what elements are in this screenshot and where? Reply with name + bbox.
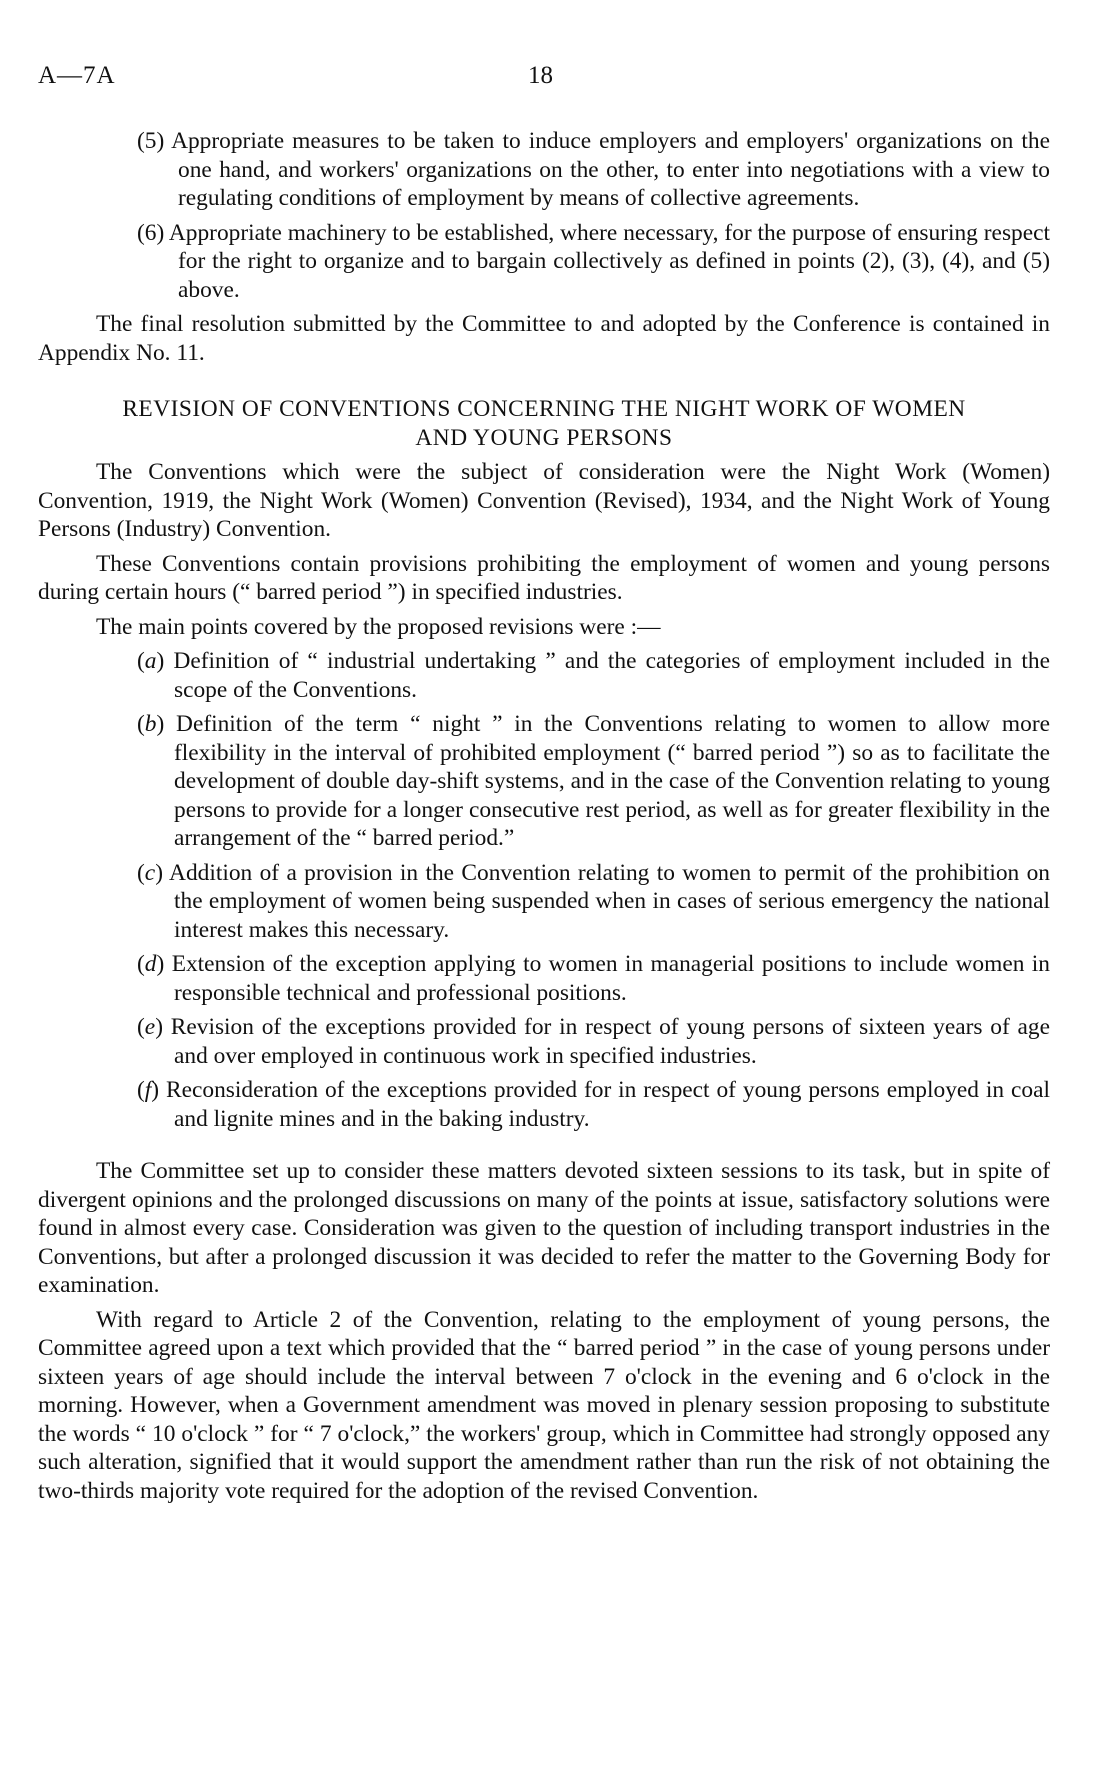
lettered-item-b: (b) Definition of the term “ night ” in the Conventions relating to women to allow more flexibility in the interval of prohibited employment (“ barred period ”) so as to facilitate the development of double day-shift systems, and in the case of the Convention relating to young persons to provide for a longer consecutive rest period, as well as for greater flexibility in the arrangement of the “ barred period.” [137, 711, 1050, 851]
item-letter: a [144, 648, 157, 674]
item-letter: b [144, 711, 157, 737]
lettered-item-d: (d) Extension of the exception applying to women in managerial positions to include women in responsible technical and professional positions. [137, 951, 1050, 1006]
page-number: 18 [528, 62, 553, 89]
item-letter: f [144, 1077, 152, 1103]
lettered-item-a: (a) Definition of “ industrial undertaking ” and the categories of employment included in the scope of the Conventions. [137, 648, 1050, 703]
lettered-item-e: (e) Revision of the exceptions provided for in respect of young persons of sixteen years of age and over employed in continuous work in specified industries. [137, 1014, 1050, 1069]
item-number: (6) [137, 219, 165, 246]
item-text: Addition of a provision in the Convention relating to women to permit of the prohibition on the employment of women being suspended when in cases of serious emergency the national interest makes this necessary. [162, 859, 1050, 943]
item-text: Reconsideration of the exceptions provided for in respect of young persons employed in coal and lignite mines and in the baking industry. [159, 1077, 1050, 1132]
item-text: Definition of the term “ night ” in the Conventions relating to women to allow more flexibility in the interval of prohibited employment (“ barred period ”) so as to facilitate the development of double day-shift systems, and in the case of the Convention relating to young persons to provide for a longer consecutive rest period, as well as for greater flexibility in the arrangement of the “ barred period.” [164, 711, 1050, 851]
lettered-item-c: (c) Addition of a provision in the Convention relating to women to permit of the prohibition on the employment of women being suspended when in cases of serious emergency the national interest makes this necessary. [137, 859, 1050, 943]
numbered-item-5 [38, 127, 1050, 213]
item-number: (5) [137, 128, 165, 154]
document-reference: A—7A [38, 62, 116, 89]
document-body [38, 127, 1050, 1511]
final-resolution-paragraph: The final resolution submitted by the Committee to and adopted by the Conference is contained in Appendix No. 11. [38, 311, 1050, 366]
item-letter: d [144, 951, 157, 977]
conventions-paragraph: The Conventions which were the subject of consideration were the Night Work (Women) Convention, 1919, the Night Work (Women) Convention (Revised), 1934, and the Night Work of Young Persons (Industry) Convention. [38, 459, 1050, 542]
committee-paragraph: The Committee set up to consider these matters devoted sixteen sessions to its task, but in spite of divergent opinions and the prolonged discussions on many of the points at issue, satisfactory solutions were found in almost every case. Consideration was given to the question of including transport industries in the Conventions, but after a prolonged discussion it was decided to refer the matter to the Governing Body for examination. [38, 1158, 1050, 1298]
section-heading-line-2: AND YOUNG PERSONS [415, 424, 673, 451]
item-text: Appropriate measures to be taken to induce employers and employers' organizations on the one hand, and workers' organizations on the other, to enter into negotiations with a view to regulating conditions of employment by means of collective agreements. [164, 128, 1050, 211]
item-letter: e [144, 1014, 156, 1040]
main-points-intro: The main points covered by the proposed revisions were :— [96, 613, 661, 640]
section-heading-line-1: REVISION OF CONVENTIONS CONCERNING THE NIGHT WORK OF WOMEN [122, 396, 966, 422]
article-2-paragraph: With regard to Article 2 of the Convention, relating to the employment of young persons, the Committee agreed upon a text which provided that the “ barred period ” in the case of young persons under sixteen years of age should include the interval between 7 o'clock in the evening and 6 o'clock in the morning. However, when a Government amendment was moved in plenary session proposing to substitute the words “ 10 o'clock ” for “ 7 o'clock,” the workers' group, which in Committee had strongly opposed any such alteration, signified that it would support the amendment rather than run the risk of not obtaining the two-thirds majority vote required for the adoption of the revised Convention. [38, 1306, 1050, 1504]
item-text: Revision of the exceptions provided for in respect of young persons of sixteen years of age and over employed in continuous work in specified industries. [162, 1014, 1050, 1069]
section-heading [38, 395, 1050, 452]
item-text: Definition of “ industrial undertaking ” and the categories of employment included in the scope of the Conventions. [164, 648, 1050, 703]
item-text: Appropriate machinery to be established, where necessary, for the purpose of ensuring respect for the right to organize and to bargain collectively as defined in points (2), (3), (4), and (5) above. [164, 219, 1050, 303]
item-letter: c [144, 859, 156, 886]
item-text: Extension of the exception applying to women in managerial positions to include women in responsible technical and professional positions. [164, 951, 1050, 1006]
lettered-item-f: (f) Reconsideration of the exceptions provided for in respect of young persons employed in coal and lignite mines and in the baking industry. [137, 1077, 1050, 1132]
provisions-paragraph: These Conventions contain provisions prohibiting the employment of women and young persons during certain hours (“ barred period ”) in specified industries. [38, 550, 1050, 605]
numbered-item-6 [38, 219, 1050, 305]
